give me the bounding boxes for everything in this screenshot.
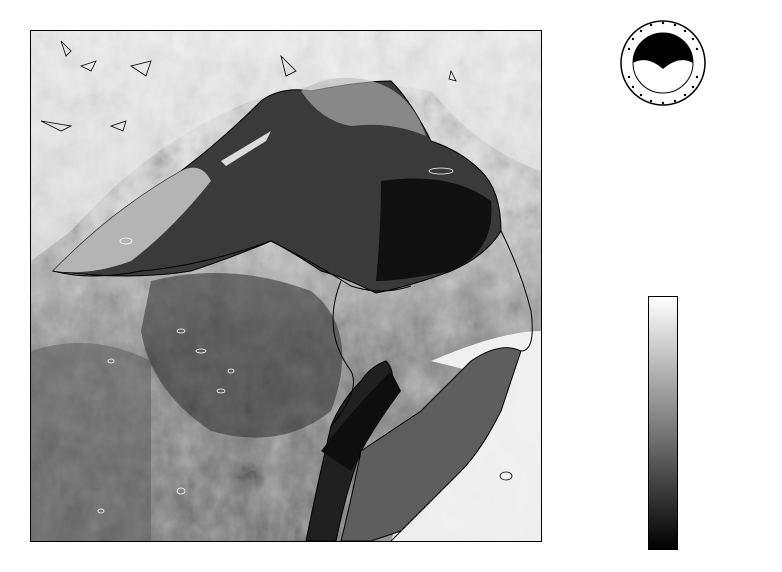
noaa-logo (619, 19, 707, 107)
colorbar (648, 296, 678, 550)
map-image (31, 31, 541, 541)
satellite-map[interactable] (30, 30, 542, 542)
noaa-logo-icon (619, 19, 707, 107)
